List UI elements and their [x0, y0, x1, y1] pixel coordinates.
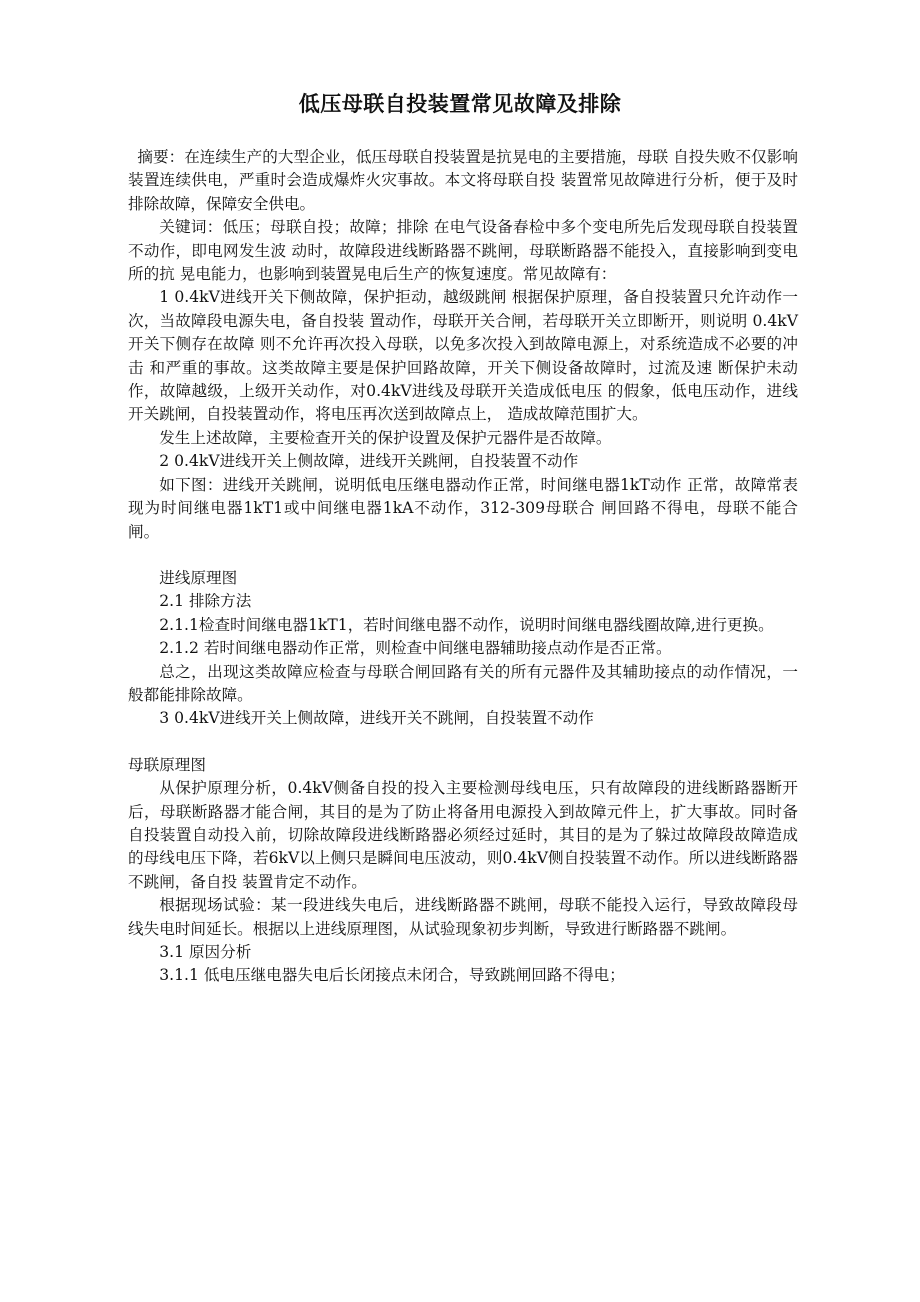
- fault-1-check-paragraph: 发生上述故障，主要检查开关的保护设置及保护元器件是否故障。: [159, 428, 612, 447]
- field-test-paragraph: 根据现场试验：某一段进线失电后，进线断路器不跳闸，母联不能投入运行，导致故障段母线失电时间延长。根据以上进线原理图，从试验现象初步判断，导致进行断路器不跳闸。: [128, 896, 798, 938]
- document-body: [128, 146, 798, 988]
- figure-caption-incoming: 进线原理图: [159, 568, 238, 587]
- summary-paragraph: 总之，出现这类故障应检查与母联合闸回路有关的所有元器件及其辅助接点的动作情况，一般都能排除故障。: [128, 662, 798, 704]
- section-2-1-heading: 2.1 排除方法: [159, 592, 252, 611]
- section-2-1-1-paragraph: 2.1.1检查时间继电器1kT1，若时间继电器不动作，说明时间继电器线圈故障,进行更换。: [159, 615, 774, 634]
- figure-caption-bus-tie: 母联原理图: [128, 755, 206, 774]
- section-3-1-1-paragraph: 3.1.1 低电压继电器失电后长闭接点未闭合，导致跳闸回路不得电；: [159, 966, 625, 985]
- protection-analysis-paragraph: 从保护原理分析，0.4kV侧备自投的投入主要检测母线电压，只有故障段的进线断路器断开后，母联断路器才能合闸，其目的是为了防止将备用电源投入到故障元件上，扩大事故。同时备自投装置自动投入前，切除故障段进线断路器必须经过延时，其目的是为了躲过故障段故障造成的母线电压下降，若6kV以上侧只是瞬间电压波动，则0.4kV侧自投装置不动作。所以进线断路器不跳闸，备自投 装置肯定不动作。: [128, 779, 798, 891]
- fault-1-paragraph: 1 0.4kV进线开关下侧故障，保护拒动，越级跳闸 根据保护原理，备自投装置只允许动作一次，当故障段电源失电，备自投装 置动作，母联开关合闸，若母联开关立即断开，则说明 0.4kV开关下侧存在故障 则不允许再次投入母联，以免多次投入到故障电源上，对系统造成不必要的冲击 和严重的事故。这类故障主要是保护回路故障，开关下侧设备故障时，过流及速 断保护未动作，故障越级，上级开关动作，对0.4kV进线及母联开关造成低电压 的假象，低电压动作，进线开关跳闸，自投装置动作，将电压再次送到故障点上， 造成故障范围扩大。: [128, 288, 798, 424]
- fault-2-paragraph: 如下图：进线开关跳闸，说明低电压继电器动作正常，时间继电器1kT动作 正常，故障常表现为时间继电器1kT1或中间继电器1kA不动作，312-309母联合 闸回路不得电，母联不能合闸。: [128, 475, 798, 541]
- document-title: 低压母联自投装置常见故障及排除: [298, 91, 622, 116]
- section-3-1-heading: 3.1 原因分析: [159, 943, 252, 961]
- fault-3-heading: 3 0.4kV进线开关上侧故障，进线开关不跳闸，自投装置不动作: [159, 709, 594, 728]
- abstract-paragraph: 摘要：在连续生产的大型企业，低压母联自投装置是抗晃电的主要措施，母联 自投失败不仅影响装置连续供电，严重时会造成爆炸火灾事故。本文将母联自投 装置常见故障进行分析，便于及时排除故障，保障安全供电。: [128, 148, 798, 213]
- fault-2-heading: 2 0.4kV进线开关上侧故障，进线开关跳闸，自投装置不动作: [159, 452, 579, 471]
- section-2-1-2-paragraph: 2.1.2 若时间继电器动作正常，则检查中间继电器辅助接点动作是否正常。: [159, 639, 672, 658]
- keywords-paragraph: 关键词：低压；母联自投；故障；排除 在电气设备春检中多个变电所先后发现母联自投装置不动作，即电网发生波 动时，故障段进线断路器不跳闸，母联断路器不能投入，直接影响到变电所的抗 晃电能力，也影响到装置晃电后生产的恢复速度。常见故障有：: [128, 218, 798, 284]
